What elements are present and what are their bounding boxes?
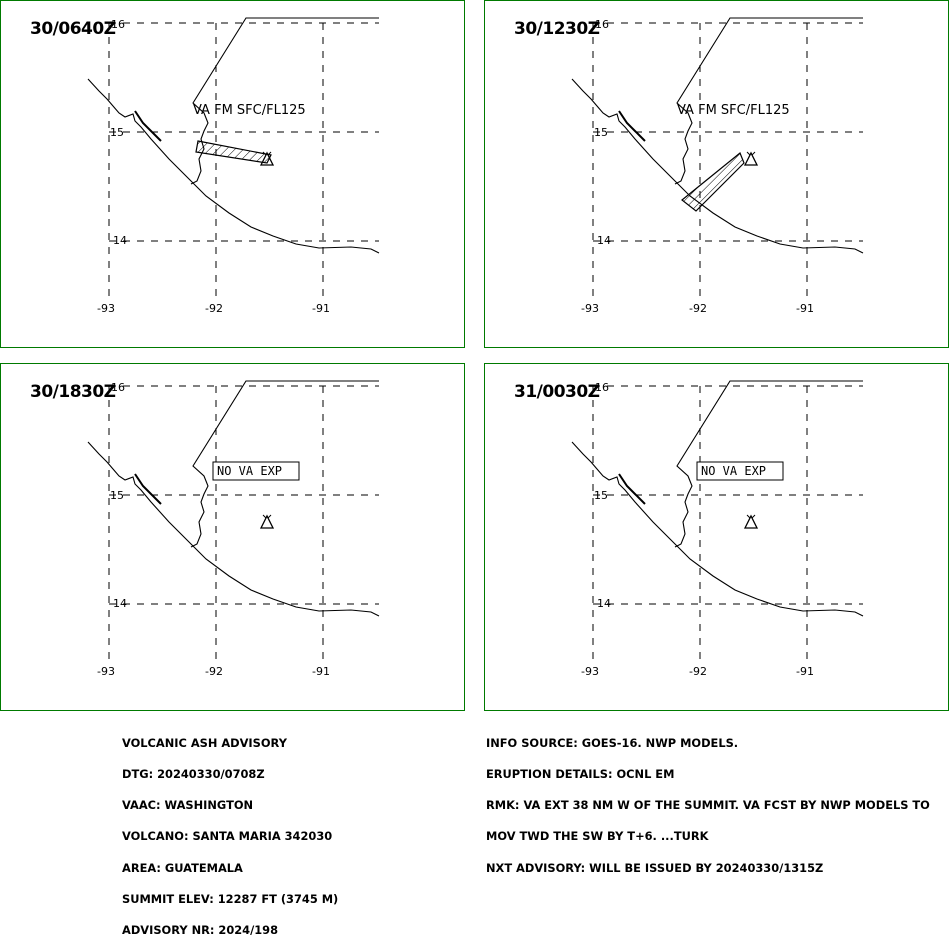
lon-label-91: -91 (796, 665, 814, 678)
ash-cloud-polygon (682, 153, 744, 211)
lat-label-14: 14 (597, 597, 611, 610)
advisory-line: MOV TWD THE SW BY T+6. ...TURK (486, 829, 709, 844)
lon-label-93: -93 (581, 665, 599, 678)
mexico-guatemala-border (191, 18, 379, 184)
lon-label-92: -92 (205, 302, 223, 315)
advisory-header-block (122, 717, 338, 946)
advisory-line: SUMMIT ELEV: 12287 FT (3745 M) (122, 891, 339, 906)
lon-label-92: -92 (689, 665, 707, 678)
coastline-detail (619, 474, 645, 504)
forecast-time-label: 30/1830Z (30, 382, 116, 402)
forecast-time-label: 31/0030Z (514, 382, 600, 402)
lat-label-16: 16 (595, 18, 609, 31)
forecast-panel-1 (0, 0, 465, 348)
ash-cloud-polygon (196, 141, 271, 163)
lat-label-16: 16 (111, 18, 125, 31)
map-panel-3 (1, 364, 465, 711)
coastline-detail (135, 474, 161, 504)
advisory-line: RMK: VA EXT 38 NM W OF THE SUMMIT. VA FCST BY NWP MODELS TO (486, 798, 930, 813)
forecast-panel-3 (0, 363, 465, 711)
forecast-time-label: 30/0640Z (30, 19, 116, 39)
lon-label-92: -92 (205, 665, 223, 678)
lon-label-91: -91 (312, 665, 330, 678)
lat-label-15: 15 (110, 126, 124, 139)
advisory-details-block (486, 717, 930, 883)
map-panel-2 (485, 1, 949, 348)
advisory-line: DTG: 20240330/0708Z (122, 767, 265, 782)
lon-label-92: -92 (689, 302, 707, 315)
coastline-detail (135, 111, 161, 141)
va-altitude-label: VA FM SFC/FL125 (677, 103, 790, 118)
lat-lon-grid (109, 386, 379, 659)
lon-label-91: -91 (796, 302, 814, 315)
lon-label-91: -91 (312, 302, 330, 315)
lat-label-14: 14 (113, 597, 127, 610)
advisory-line: VOLCANO: SANTA MARIA 342030 (122, 829, 333, 844)
mexico-guatemala-border (675, 18, 863, 184)
advisory-line: ERUPTION DETAILS: OCNL EM (486, 767, 675, 782)
no-va-label: NO VA EXP (701, 464, 767, 478)
volcano-icon (261, 515, 273, 528)
lat-label-15: 15 (110, 489, 124, 502)
map-panel-4 (485, 364, 949, 711)
advisory-line: ADVISORY NR: 2024/198 (122, 923, 279, 938)
va-altitude-label: VA FM SFC/FL125 (193, 103, 306, 118)
lat-label-15: 15 (594, 489, 608, 502)
coastline-detail (619, 111, 645, 141)
lat-label-14: 14 (113, 234, 127, 247)
lon-label-93: -93 (97, 665, 115, 678)
advisory-line: NXT ADVISORY: WILL BE ISSUED BY 20240330/1315Z (486, 860, 824, 875)
advisory-line: VAAC: WASHINGTON (122, 798, 254, 813)
volcano-icon (745, 515, 757, 528)
lat-lon-grid (593, 386, 863, 659)
advisory-line: VOLCANIC ASH ADVISORY (122, 735, 287, 750)
lat-label-16: 16 (111, 381, 125, 394)
forecast-panel-2 (484, 0, 949, 348)
map-panel-1 (1, 1, 465, 348)
volcano-icon (745, 152, 757, 165)
lon-label-93: -93 (97, 302, 115, 315)
no-va-label: NO VA EXP (217, 464, 283, 478)
advisory-line: AREA: GUATEMALA (122, 860, 243, 875)
lat-label-15: 15 (594, 126, 608, 139)
lon-label-93: -93 (581, 302, 599, 315)
lat-label-16: 16 (595, 381, 609, 394)
lat-label-14: 14 (597, 234, 611, 247)
advisory-line: INFO SOURCE: GOES-16. NWP MODELS. (486, 735, 739, 750)
forecast-time-label: 30/1230Z (514, 19, 600, 39)
lat-lon-grid (593, 23, 863, 296)
forecast-panel-4 (484, 363, 949, 711)
